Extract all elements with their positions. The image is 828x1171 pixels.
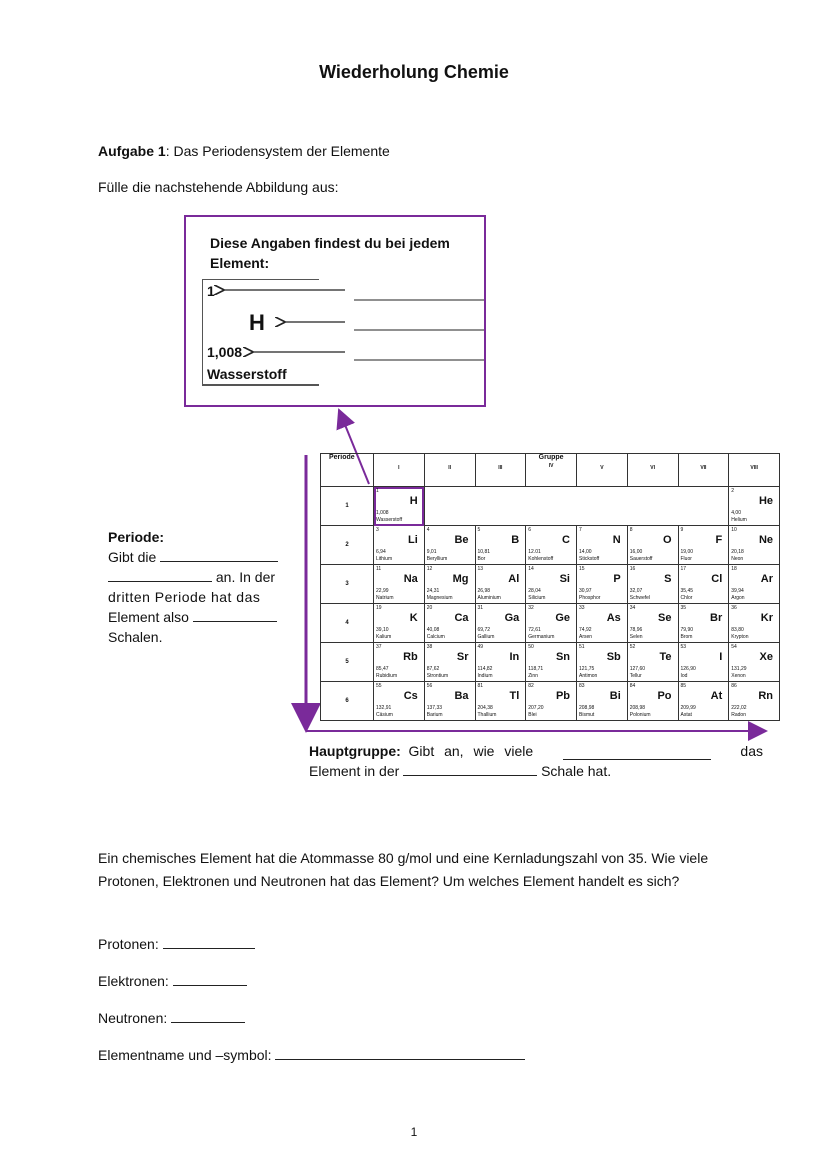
group-header-6 <box>627 454 678 487</box>
elektronen-blank[interactable] <box>173 971 247 986</box>
element-name: Sauerstoff <box>629 556 653 562</box>
element-cell <box>627 526 678 565</box>
element-name: Aluminium <box>477 595 501 601</box>
element-cell <box>475 643 526 682</box>
element-number: 55 <box>376 683 382 689</box>
table-header-row <box>321 454 780 487</box>
element-number: 13 <box>477 566 484 572</box>
element-mass: 35,45 <box>680 588 694 594</box>
group-label: VIII <box>750 465 758 471</box>
element-mass: 20,18 <box>731 549 744 555</box>
element-name: Germanium <box>528 634 555 640</box>
info-box-heading: Diese Angaben findest du bei jedem Element: <box>210 235 450 271</box>
element-number: 3 <box>376 527 379 533</box>
page-number: 1 <box>410 1125 418 1139</box>
hauptgruppe-line-1 <box>309 741 763 761</box>
element-mass: 39,10 <box>376 627 389 633</box>
element-cell <box>678 682 729 721</box>
element-number: 9 <box>680 527 684 533</box>
element-symbol: Rb <box>403 651 418 663</box>
element-name: Magnesium <box>426 595 453 601</box>
periode-line-4 <box>108 607 292 627</box>
element-mass: 83,80 <box>731 627 744 633</box>
element-cell <box>678 565 729 604</box>
element-cell <box>374 604 425 643</box>
hauptgruppe-blank-2[interactable] <box>403 761 537 776</box>
hauptgruppe-explanation <box>309 741 763 781</box>
example-atomic-number: 1 <box>207 283 215 299</box>
element-mass: 79,90 <box>680 627 694 633</box>
periode-line-5: Schalen. <box>108 629 163 645</box>
element-symbol: Rn <box>758 690 773 702</box>
element-symbol: Sr <box>456 651 469 663</box>
periodic-table <box>320 453 780 721</box>
element-cell <box>577 643 628 682</box>
element-name: Tellur <box>629 673 642 679</box>
element-cell <box>424 526 475 565</box>
element-mass: 118,71 <box>528 666 544 672</box>
element-symbol: Mg <box>452 573 469 585</box>
group-label: IV <box>548 463 554 469</box>
element-symbol: Cl <box>711 573 723 585</box>
element-number: 7 <box>579 527 582 533</box>
element-name: Brom <box>680 634 693 640</box>
protonen-label: Protonen: <box>98 936 159 952</box>
group-label: II <box>448 465 452 471</box>
element-cell <box>627 682 678 721</box>
element-cell <box>577 604 628 643</box>
element-cell <box>374 526 425 565</box>
element-symbol: Bi <box>609 690 621 702</box>
element-name: Neon <box>731 556 744 562</box>
hauptgruppe-blank-1[interactable] <box>563 745 711 760</box>
element-cell <box>627 565 678 604</box>
element-name: Selen <box>629 634 643 640</box>
element-symbol: Ar <box>760 573 773 585</box>
element-mass: 28,04 <box>528 588 541 594</box>
element-mass: 127,60 <box>629 666 646 672</box>
answer-neutronen <box>98 1008 245 1026</box>
element-number: 50 <box>528 644 534 650</box>
task-label-suffix: : Das Periodensystem der Elemente <box>165 143 390 159</box>
element-symbol: Kr <box>760 612 773 624</box>
element-mass: 78,96 <box>629 627 643 633</box>
element-mass: 19,00 <box>680 549 694 555</box>
element-number: 35 <box>680 605 687 611</box>
element-cell <box>526 565 577 604</box>
table-row <box>321 565 780 604</box>
empty-span <box>424 487 729 526</box>
element-name: Xenon <box>731 673 746 679</box>
element-mass: 85,47 <box>376 666 389 672</box>
periode-l1: Gibt die <box>108 549 157 565</box>
element-name: Helium <box>731 517 747 523</box>
element-name: Fluor <box>680 556 692 562</box>
element-number: 82 <box>528 683 534 689</box>
element-mass: 204,38 <box>477 705 493 711</box>
element-name: Stickstoff <box>579 556 600 562</box>
periode-line-2 <box>108 567 292 587</box>
periode-line-3: dritten Periode hat das <box>108 589 261 605</box>
periode-blank-3[interactable] <box>193 607 277 622</box>
element-number: 16 <box>629 566 636 572</box>
element-number: 19 <box>376 605 382 611</box>
element-symbol: F <box>715 534 723 546</box>
element-cell <box>475 682 526 721</box>
element-mass: 1,008 <box>376 510 389 516</box>
element-mass: 12.01 <box>528 549 541 555</box>
element-mass: 121,75 <box>579 666 595 672</box>
element-cell <box>729 682 780 721</box>
element-cell <box>424 643 475 682</box>
element-cell <box>729 487 780 526</box>
element-symbol: Ba <box>454 690 469 702</box>
element-label: Elementname und –symbol: <box>98 1047 272 1063</box>
element-symbol: He <box>758 495 773 507</box>
element-number: 15 <box>579 566 585 572</box>
element-symbol: I <box>719 651 723 663</box>
element-cell <box>627 643 678 682</box>
group-label: V <box>600 465 604 471</box>
element-cell <box>729 526 780 565</box>
element-name: Natrium <box>376 595 394 601</box>
element-number: 38 <box>426 644 433 650</box>
element-name: Calcium <box>426 634 445 640</box>
element-number: 33 <box>579 605 585 611</box>
element-name: Lithium <box>376 556 393 562</box>
element-name: Astat <box>680 712 692 718</box>
element-name: Kalium <box>376 634 392 640</box>
element-cell <box>678 643 729 682</box>
element-mass: 207,20 <box>528 705 544 711</box>
element-mass: 40,08 <box>426 627 440 633</box>
periode-blank-2[interactable] <box>108 567 212 582</box>
element-symbol: K <box>409 612 418 624</box>
task-label: Aufgabe 1 <box>98 143 166 159</box>
element-number: 84 <box>629 683 636 689</box>
element-number: 31 <box>477 605 484 611</box>
group-header-5 <box>577 454 628 487</box>
element-mass: 10,81 <box>477 549 491 555</box>
element-name: Cäsium <box>376 712 393 718</box>
element-symbol: Xe <box>759 651 773 663</box>
element-symbol: B <box>511 534 520 546</box>
table-row <box>321 604 780 643</box>
periode-line-1 <box>108 547 292 567</box>
element-symbol: P <box>613 573 621 585</box>
answer-protonen <box>98 934 255 952</box>
question-text: Ein chemisches Element hat die Atommasse 80 g/mol und eine Kernladungszahl von 35. Wie viele Protonen, Elektronen und Neutronen hat das Element? Um welches Element handelt es sich? <box>98 850 709 889</box>
element-cell <box>526 604 577 643</box>
element-mass: 26,98 <box>477 588 491 594</box>
element-number: 10 <box>731 527 737 533</box>
element-name: Argon <box>731 595 745 601</box>
element-number: 56 <box>426 683 433 689</box>
element-symbol: Te <box>659 651 672 663</box>
periode-heading: Periode: <box>108 529 165 545</box>
task-instruction: Fülle die nachstehende Abbildung aus: <box>98 179 339 195</box>
element-cell <box>577 526 628 565</box>
element-mass: 131,29 <box>731 666 747 672</box>
element-mass: 132,91 <box>376 705 392 711</box>
element-name: Polonium <box>629 712 651 718</box>
element-name: Thallium <box>477 712 497 718</box>
group-header-7 <box>678 454 729 487</box>
element-symbol: S <box>664 573 672 585</box>
element-number: 12 <box>426 566 433 572</box>
element-symbol: Li <box>407 534 418 546</box>
element-symbol: Sn <box>555 651 570 663</box>
element-mass: 9,01 <box>426 549 437 555</box>
element-cell <box>424 565 475 604</box>
element-symbol: Be <box>454 534 469 546</box>
element-cell <box>374 682 425 721</box>
element-cell <box>475 526 526 565</box>
neutronen-blank[interactable] <box>171 1008 245 1023</box>
element-number: 52 <box>629 644 636 650</box>
element-number: 32 <box>528 605 534 611</box>
gruppe-label: Gruppe <box>538 454 564 461</box>
element-cell <box>424 682 475 721</box>
element-name: Barium <box>426 712 443 718</box>
element-number: 51 <box>579 644 585 650</box>
element-mass: 30,97 <box>579 588 592 594</box>
element-name: Kohlenstoff <box>528 556 554 562</box>
element-name: Arsen <box>579 634 593 640</box>
element-cell <box>424 604 475 643</box>
element-symbol: C <box>562 534 570 546</box>
element-symbol: Br <box>710 612 723 624</box>
group-label: VI <box>650 465 655 471</box>
element-number: 34 <box>629 605 636 611</box>
group-header-8 <box>729 454 780 487</box>
answer-elektronen <box>98 971 247 989</box>
group-header-3 <box>475 454 526 487</box>
element-name: Blei <box>528 712 537 718</box>
element-mass: 114,82 <box>477 666 493 672</box>
hauptgruppe-heading: Hauptgruppe: <box>309 743 401 759</box>
answer-element <box>98 1045 525 1063</box>
element-cell <box>475 604 526 643</box>
periode-explanation <box>108 527 292 647</box>
element-name: Zinn <box>528 673 538 679</box>
element-number: 53 <box>680 644 687 650</box>
element-mass: 4,00 <box>731 510 741 516</box>
element-symbol: Ca <box>454 612 469 624</box>
group-header-1 <box>374 454 425 487</box>
element-mass: 87,62 <box>426 666 440 672</box>
element-name: Beryllium <box>426 556 448 562</box>
element-name: Phosphor <box>579 595 601 601</box>
periode-l4: Element also <box>108 609 189 625</box>
element-symbol: At <box>710 690 723 702</box>
element-name: Wasserstoff <box>376 517 403 523</box>
element-name: Silicium <box>528 595 546 601</box>
table-row <box>321 526 780 565</box>
element-cell <box>526 682 577 721</box>
element-mass: 14,00 <box>579 549 592 555</box>
element-cell <box>577 682 628 721</box>
period-number: 2 <box>321 526 374 565</box>
element-number: 5 <box>477 527 481 533</box>
hauptgruppe-line-2 <box>309 761 763 781</box>
period-number: 3 <box>321 565 374 604</box>
element-number: 83 <box>579 683 585 689</box>
element-mass: 222,02 <box>731 705 747 711</box>
element-mass: 209,99 <box>680 705 696 711</box>
element-symbol: Ge <box>555 612 570 624</box>
element-cell <box>729 604 780 643</box>
element-mass: 16,00 <box>629 549 643 555</box>
element-cell <box>526 526 577 565</box>
hauptgruppe-l1b: das <box>740 743 763 759</box>
element-number: 86 <box>731 683 737 689</box>
example-symbol: H <box>249 310 265 335</box>
element-number: 37 <box>376 644 382 650</box>
element-number: 20 <box>426 605 433 611</box>
element-name: Chlor <box>680 595 693 601</box>
element-symbol: Ga <box>504 612 520 624</box>
hauptgruppe-l2a: Element in der <box>309 763 400 779</box>
element-mass: 208,98 <box>629 705 646 711</box>
element-symbol: Si <box>559 573 570 585</box>
element-cell <box>577 565 628 604</box>
element-symbol: Al <box>508 573 520 585</box>
element-number: 54 <box>731 644 737 650</box>
element-mass: 32,07 <box>629 588 643 594</box>
element-number: 36 <box>731 605 737 611</box>
table-row <box>321 643 780 682</box>
element-mass: 6,94 <box>376 549 386 555</box>
element-mass: 74,92 <box>579 627 592 633</box>
element-symbol: Se <box>658 612 672 624</box>
element-cell <box>374 643 425 682</box>
element-name: Schwefel <box>629 595 651 601</box>
element-name: Rubidium <box>376 673 398 679</box>
example-mass: 1,008 <box>207 344 243 360</box>
element-number: 18 <box>731 566 737 572</box>
table-row <box>321 682 780 721</box>
example-name: Wasserstoff <box>207 366 287 382</box>
element-cell <box>678 604 729 643</box>
period-number: 5 <box>321 643 374 682</box>
element-cell <box>729 565 780 604</box>
periode-l2: an. In der <box>215 569 276 585</box>
element-mass: 208,98 <box>579 705 595 711</box>
element-mass: 137,33 <box>426 705 443 711</box>
hauptgruppe-l2b: Schale hat. <box>541 763 612 779</box>
element-name: Bor <box>477 556 486 562</box>
neutronen-label: Neutronen: <box>98 1010 168 1026</box>
element-symbol: Sb <box>606 651 621 663</box>
page-title: Wiederholung Chemie <box>319 62 509 82</box>
element-symbol: O <box>662 534 672 546</box>
element-cell <box>729 643 780 682</box>
element-name: Antimon <box>579 673 598 679</box>
element-name: Strontium <box>426 673 449 679</box>
elektronen-label: Elektronen: <box>98 973 169 989</box>
period-number: 6 <box>321 682 374 721</box>
element-cell <box>526 643 577 682</box>
element-symbol: Pb <box>555 690 570 702</box>
element-name: Radon <box>731 712 746 718</box>
element-name: Indium <box>477 673 493 679</box>
hauptgruppe-l1a: Gibt an, wie viele <box>408 743 534 759</box>
element-symbol: Po <box>657 690 672 702</box>
element-number: 11 <box>376 566 382 572</box>
element-number: 81 <box>477 683 484 689</box>
table-row <box>321 487 780 526</box>
element-cell <box>374 565 425 604</box>
periode-blank-1[interactable] <box>160 547 278 562</box>
element-symbol: N <box>612 534 621 546</box>
element-mass: 39,94 <box>731 588 744 594</box>
element-blank[interactable] <box>275 1045 525 1060</box>
element-symbol: Tl <box>509 690 520 702</box>
element-mass: 22,99 <box>376 588 389 594</box>
element-cell <box>374 487 425 526</box>
element-number: 14 <box>528 566 534 572</box>
element-mass: 126,90 <box>680 666 696 672</box>
element-name: Krypton <box>731 634 749 640</box>
element-mass: 24,31 <box>426 588 440 594</box>
element-number: 85 <box>680 683 687 689</box>
element-number: 8 <box>629 527 633 533</box>
element-mass: 69,72 <box>477 627 491 633</box>
element-symbol: H <box>409 495 418 507</box>
period-number: 1 <box>321 487 374 526</box>
group-label: III <box>498 465 503 471</box>
element-number: 2 <box>731 488 735 494</box>
protonen-blank[interactable] <box>163 934 255 949</box>
group-header-2 <box>424 454 475 487</box>
element-mass: 72,61 <box>528 627 541 633</box>
element-symbol: Ne <box>758 534 773 546</box>
element-number: 6 <box>528 527 532 533</box>
group-label: I <box>398 465 400 471</box>
element-number: 4 <box>426 527 430 533</box>
element-name: Bismut <box>579 712 595 718</box>
element-cell <box>678 526 729 565</box>
element-number: 1 <box>376 488 379 494</box>
group-label: VII <box>700 465 707 471</box>
element-number: 17 <box>680 566 687 572</box>
element-cell <box>475 565 526 604</box>
element-symbol: Cs <box>403 690 418 702</box>
element-name: Gallium <box>477 634 495 640</box>
element-symbol: As <box>606 612 621 624</box>
group-header-4 <box>526 454 577 487</box>
element-cell <box>627 604 678 643</box>
periode-header: Periode <box>321 454 374 487</box>
element-symbol: In <box>509 651 520 663</box>
element-number: 49 <box>477 644 484 650</box>
element-symbol: Na <box>403 573 418 585</box>
period-number: 4 <box>321 604 374 643</box>
element-name: Iod <box>680 673 688 679</box>
